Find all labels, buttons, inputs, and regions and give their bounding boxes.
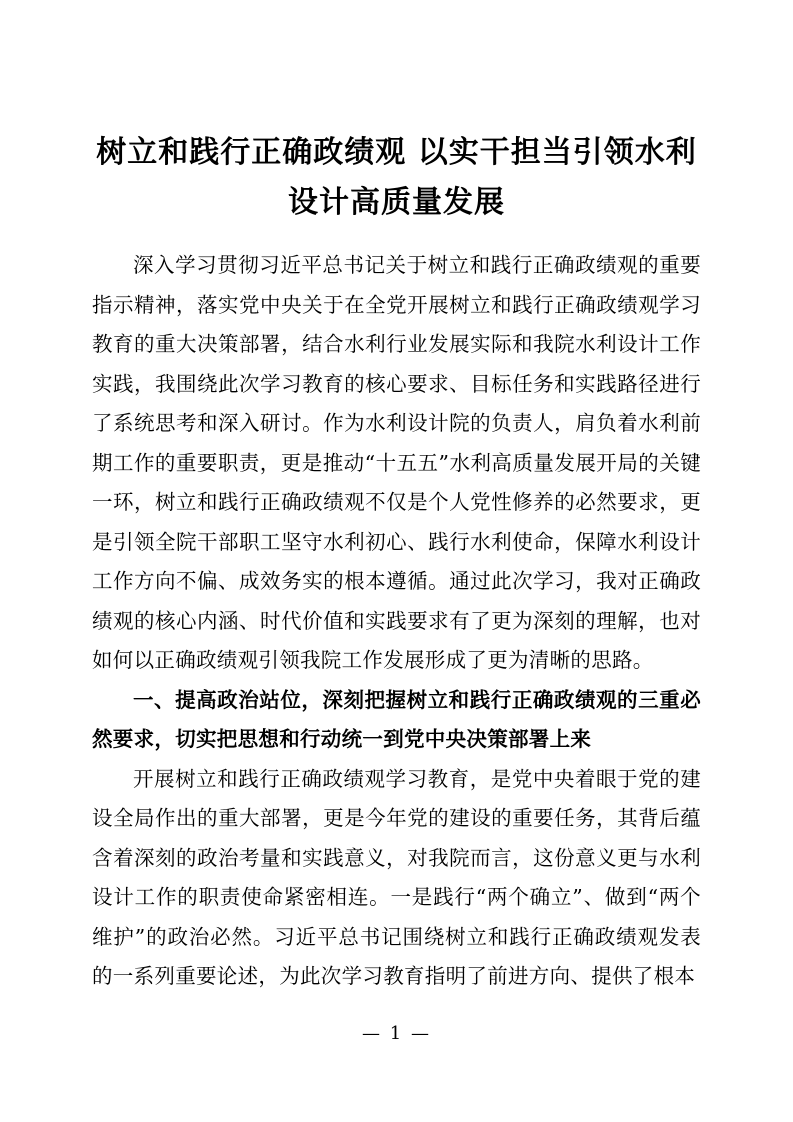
- page-title: [92, 128, 701, 228]
- page-footer: [0, 1023, 793, 1044]
- section-heading-1: 一、提高政治站位，深刻把握树立和践行正确政绩观的三重必然要求，切实把思想和行动统一到党中央决策部署上来: [92, 687, 701, 751]
- page-number: — 1 —: [362, 1023, 431, 1044]
- title-line-1: 树立和践行正确政绩观 以实干担当引领水利: [96, 135, 697, 170]
- title-line-2: 设计高质量发展: [288, 185, 505, 220]
- body-paragraph-2: 开展树立和践行正确政绩观学习教育，是党中央着眼于党的建设全局作出的重大部署，更是今年党的建设的重要任务，其背后蕴含着深刻的政治考量和实践意义，对我院而言，这份意义更与水利设计工作的职责使命紧密相连。一是践行“两个确立”、做到“两个维护”的政治必然。习近平总书记围绕树立和践行正确政绩观发表的一系列重要论述，为此次学习教育指明了前进方向、提供了根本: [92, 766, 701, 988]
- body-paragraph-1: 深入学习贯彻习近平总书记关于树立和践行正确政绩观的重要指示精神，落实党中央关于在全党开展树立和践行正确政绩观学习教育的重大决策部署，结合水利行业发展实际和我院水利设计工作实践，我围绕此次学习教育的核心要求、目标任务和实践路径进行了系统思考和深入研讨。作为水利设计院的负责人，肩负着水利前期工作的重要职责，更是推动“十五五”水利高质量发展开局的关键一环，树立和践行正确政绩观不仅是个人党性修养的必然要求，更是引领全院干部职工坚守水利初心、践行水利使命，保障水利设计工作方向不偏、成效务实的根本遵循。通过此次学习，我对正确政绩观的核心内涵、时代价值和实践要求有了更为深刻的理解，也对如何以正确政绩观引领我院工作发展形成了更为清晰的思路。: [92, 253, 701, 672]
